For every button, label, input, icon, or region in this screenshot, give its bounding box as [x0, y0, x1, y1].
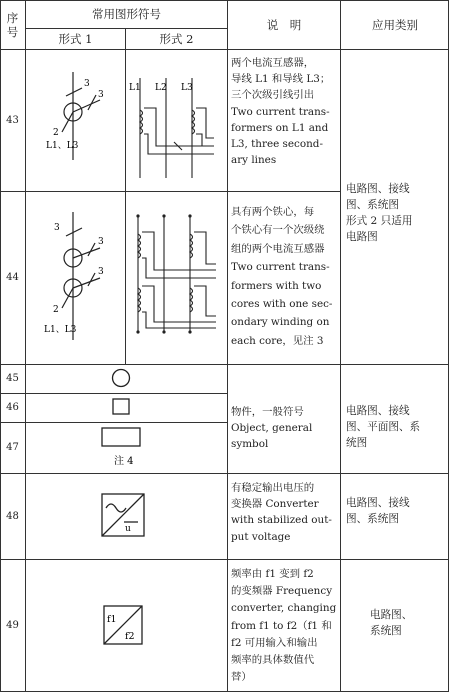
header-application: 应用类别: [372, 17, 418, 32]
frequency-input-label: f1: [107, 614, 117, 625]
description-line: 导线 L1 和导线 L3；: [231, 73, 331, 86]
row45-47-description: [231, 404, 337, 453]
header-seq-char-2: 号: [6, 24, 19, 39]
header-seq-char-1: 序: [6, 10, 19, 25]
description-line: formers with two: [231, 279, 322, 292]
description-line: 有稳定输出电压的: [231, 482, 315, 494]
row43-form1-mark: 3: [98, 90, 104, 100]
description-line: formers on L1 and: [231, 121, 329, 134]
description-line: put voltage: [231, 530, 291, 543]
application-line: 电路图、: [370, 609, 413, 621]
square-symbol: [113, 399, 129, 414]
row-number: 49: [6, 620, 19, 631]
application-line: 形式 2 只适用: [346, 215, 413, 227]
description-line: Two current trans-: [231, 105, 330, 118]
description-line: converter, changing: [231, 602, 337, 615]
row-number: 46: [6, 402, 19, 413]
row49-description: [231, 566, 337, 686]
description-line: L3, three second-: [231, 138, 323, 151]
description-line: symbol: [231, 438, 269, 451]
description-line: 个铁心有一个次级绕: [231, 224, 325, 237]
circle-symbol: [113, 370, 130, 387]
current-transformer-symbol-form1-row43: [26, 50, 125, 191]
description-line: ondary winding on: [231, 316, 330, 329]
description-line: 频率由 f1 变到 f2: [231, 568, 314, 580]
row44-form1-label: L1、L3: [44, 325, 77, 335]
frequency-output-label: f2: [125, 631, 135, 642]
description-line: 替）: [231, 671, 252, 684]
application-line: 电路图、接线: [346, 405, 410, 417]
application-line: 图、系统图: [346, 199, 399, 211]
description-line: 组的两个电流互感器: [231, 242, 325, 255]
row44-form1-mark: 3: [98, 267, 104, 277]
application-line: 图、平面图、系: [346, 421, 421, 433]
description-line: 三个次级引线引出: [231, 89, 315, 102]
header-symbols: 常用图形符号: [92, 7, 161, 21]
description-line: 两个电流互感器，: [231, 57, 315, 69]
row-number: 47: [6, 442, 19, 453]
description-line: 变换器 Converter: [231, 498, 319, 511]
row-number: 45: [6, 373, 19, 384]
converter-stabilized-symbol: [26, 474, 227, 559]
description-line: Object, general: [231, 422, 313, 435]
application-line: 电路图、接线: [346, 497, 410, 509]
row47-note: 注 4: [114, 456, 134, 467]
description-line: with stabilized out-: [231, 514, 332, 527]
row43-form1-mark: 2: [53, 128, 59, 138]
application-line: 电路图: [346, 231, 378, 243]
description-line: Two current trans-: [231, 261, 330, 274]
description-line: f2 可用输入和输出: [231, 636, 318, 649]
row-number: 43: [6, 114, 19, 126]
description-line: each core，见注 3: [231, 334, 324, 347]
row43-description: [231, 55, 337, 168]
current-transformer-symbol-form1-row44: [26, 192, 125, 364]
description-line: 具有两个铁心，每: [231, 206, 315, 218]
row44-form1-mark: 3: [98, 237, 104, 247]
row43-form2-label: L1: [129, 83, 141, 93]
row43-form2-label: L2: [155, 83, 167, 93]
current-transformer-symbol-form2-row43: [126, 50, 227, 191]
header-description: 说 明: [266, 17, 302, 32]
description-line: ary lines: [231, 154, 277, 167]
description-line: cores with one sec-: [231, 298, 333, 311]
row44-form1-mark: 2: [53, 305, 59, 315]
row43-44-application: [346, 181, 446, 245]
description-line: 频率的具体数值代: [231, 654, 315, 667]
converter-output-label: u: [125, 524, 131, 534]
application-line: 电路图、接线: [346, 183, 410, 195]
header-form1: 形式 1: [58, 32, 93, 46]
rectangle-symbol: [102, 428, 140, 446]
description-line: 物件，一般符号: [231, 406, 304, 418]
row48-application: [346, 495, 446, 527]
application-line: 图、系统图: [346, 513, 399, 525]
row44-description: [231, 203, 337, 350]
row43-form2-label: L3: [181, 83, 193, 93]
header-form2: 形式 2: [159, 32, 194, 46]
row-number: 44: [6, 272, 19, 283]
row45-47-application: [346, 403, 446, 451]
description-line: from f1 to f2（f1 和: [231, 619, 332, 632]
current-transformer-symbol-form2-row44: [126, 192, 227, 364]
row43-form1-mark: 3: [84, 79, 90, 89]
row-number: 48: [6, 510, 19, 522]
row43-form1-label: L1、L3: [46, 141, 79, 151]
object-symbols: [26, 365, 227, 473]
description-line: 的变频器 Frequency: [231, 585, 333, 598]
application-line: 系统图: [370, 625, 402, 637]
row44-form1-mark: 3: [54, 223, 60, 233]
frequency-converter-symbol: [26, 560, 227, 692]
application-line: 统图: [346, 437, 368, 449]
row49-application: [370, 607, 446, 639]
row48-description: [231, 480, 337, 545]
header-seq: [0, 0, 25, 49]
